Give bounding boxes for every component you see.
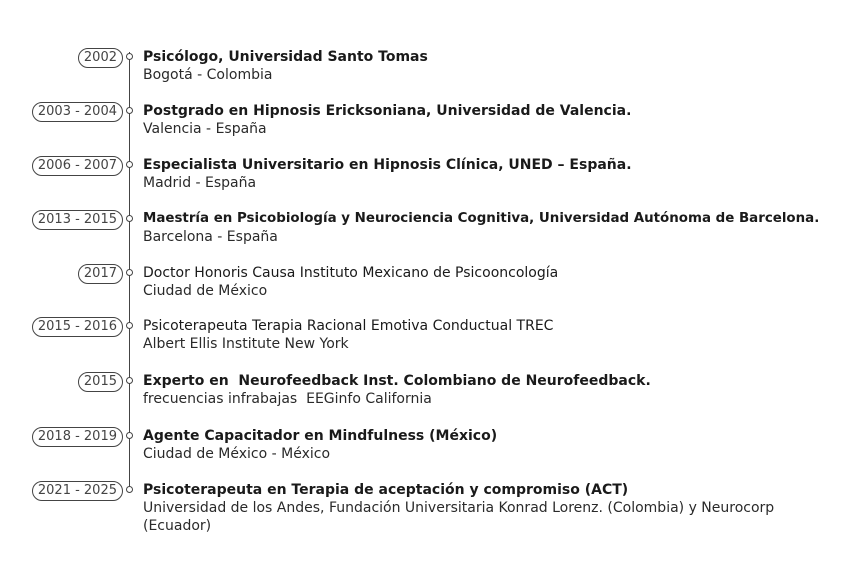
timeline-dot xyxy=(126,53,133,60)
timeline-dot xyxy=(126,269,133,276)
timeline-dot xyxy=(126,215,133,222)
year-badge: 2002 xyxy=(78,48,123,68)
timeline-dot xyxy=(126,377,133,384)
year-badge: 2021 - 2025 xyxy=(32,481,123,501)
entry-title: Psicólogo, Universidad Santo Tomas xyxy=(143,49,428,65)
timeline-dot xyxy=(126,107,133,114)
year-badge: 2013 - 2015 xyxy=(32,210,123,230)
year-badge: 2003 - 2004 xyxy=(32,102,123,122)
entry-title: Doctor Honoris Causa Instituto Mexicano de Psicooncología xyxy=(143,265,559,281)
entry-title: Maestría en Psicobiología y Neurociencia Cognitiva, Universidad Autónoma de Barcelona. xyxy=(143,211,820,226)
year-badge: 2006 - 2007 xyxy=(32,156,123,176)
entry-location: Madrid - España xyxy=(143,175,257,191)
entry-title: Experto en Neurofeedback Inst. Colombiano de Neurofeedback. xyxy=(143,373,651,389)
timeline-dot xyxy=(126,161,133,168)
entry-title: Postgrado en Hipnosis Ericksoniana, Universidad de Valencia. xyxy=(143,103,632,119)
entry-location: frecuencias infrabajas EEGinfo California xyxy=(143,391,432,407)
year-badge: 2017 xyxy=(78,264,123,284)
entry-location: Albert Ellis Institute New York xyxy=(143,336,349,352)
entry-location: Bogotá - Colombia xyxy=(143,67,273,83)
timeline-dot xyxy=(126,432,133,439)
entry-title: Agente Capacitador en Mindfulness (México) xyxy=(143,428,498,444)
timeline-dot xyxy=(126,486,133,493)
entry-location: Universidad de los Andes, Fundación Universitaria Konrad Lorenz. (Colombia) y Neurocorp (Ecuador) xyxy=(143,500,775,534)
entry-location: Barcelona - España xyxy=(143,229,278,245)
entry-location: Ciudad de México - México xyxy=(143,446,331,462)
year-badge: 2015 - 2016 xyxy=(32,317,123,337)
entry-title: Especialista Universitario en Hipnosis Clínica, UNED – España. xyxy=(143,157,632,173)
entry-location: Ciudad de México xyxy=(143,283,268,299)
entry-title: Psicoterapeuta en Terapia de aceptación y compromiso (ACT) xyxy=(143,482,629,498)
entry-location: Valencia - España xyxy=(143,121,267,137)
year-badge: 2015 xyxy=(78,372,123,392)
timeline-dot xyxy=(126,322,133,329)
entry-title: Psicoterapeuta Terapia Racional Emotiva Conductual TREC xyxy=(143,318,554,334)
year-badge: 2018 - 2019 xyxy=(32,427,123,447)
